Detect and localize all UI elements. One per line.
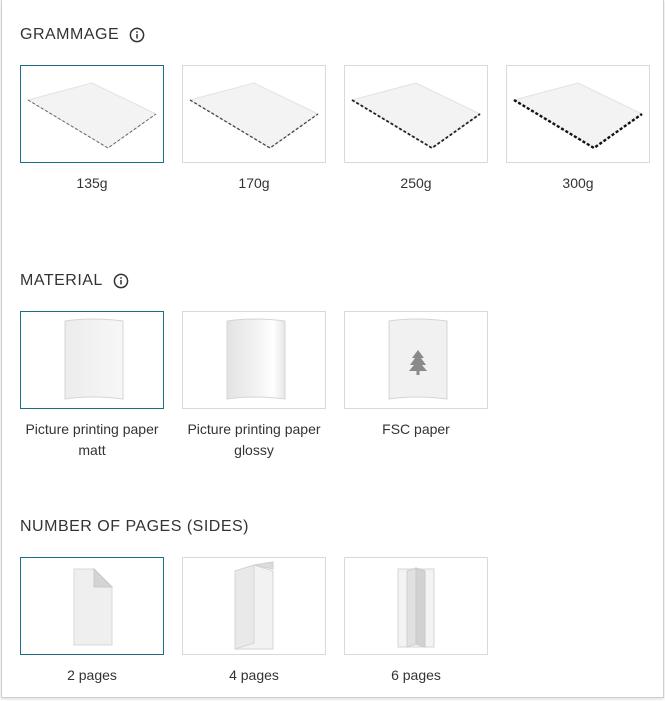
- paper-sheet-icon: [184, 67, 324, 161]
- material-fsc-tile[interactable]: [344, 311, 488, 409]
- grammage-label: 170g: [238, 175, 270, 191]
- pages-option-6[interactable]: [344, 557, 488, 686]
- grammage-170g-tile[interactable]: [182, 65, 326, 163]
- material-label: FSC paper: [382, 421, 450, 437]
- grammage-option-300g[interactable]: [506, 65, 650, 194]
- info-icon[interactable]: [129, 27, 145, 43]
- grammage-label: 250g: [400, 175, 432, 191]
- trifold-sheet-icon: [346, 559, 486, 653]
- material-label: Picture printing paper glossy: [187, 421, 321, 458]
- grammage-section: [20, 25, 594, 191]
- grammage-250g-tile[interactable]: [344, 65, 488, 163]
- pages-title: NUMBER OF PAGES (SIDES): [20, 518, 250, 535]
- material-label: Picture printing paper matt: [25, 421, 159, 458]
- grammage-label: 300g: [562, 175, 594, 191]
- folded-sheet-icon: [184, 559, 324, 653]
- single-sheet-icon: [22, 559, 162, 653]
- glossy-paper-icon: [184, 313, 324, 407]
- pages-option-4[interactable]: [182, 557, 326, 686]
- grammage-label: 135g: [76, 175, 108, 191]
- pages-section: [20, 517, 441, 683]
- info-icon[interactable]: [113, 273, 129, 289]
- grammage-option-135g[interactable]: [20, 65, 164, 194]
- material-option-glossy[interactable]: [182, 311, 326, 461]
- pages-label: 4 pages: [229, 667, 279, 683]
- grammage-option-170g[interactable]: [182, 65, 326, 194]
- paper-sheet-icon: [22, 67, 162, 161]
- pages-6-tile[interactable]: [344, 557, 488, 655]
- grammage-135g-tile[interactable]: [20, 65, 164, 163]
- matt-paper-icon: [22, 313, 162, 407]
- product-options-panel: [1, 0, 664, 698]
- grammage-option-250g[interactable]: [344, 65, 488, 194]
- grammage-title: GRAMMAGE: [20, 26, 120, 43]
- grammage-300g-tile[interactable]: [506, 65, 650, 163]
- paper-sheet-icon: [346, 67, 486, 161]
- paper-sheet-icon: [508, 67, 648, 161]
- pages-4-tile[interactable]: [182, 557, 326, 655]
- material-title: MATERIAL: [20, 272, 103, 289]
- material-matt-tile[interactable]: [20, 311, 164, 409]
- material-option-matt[interactable]: [20, 311, 164, 461]
- material-section: [20, 271, 450, 458]
- pages-2-tile[interactable]: [20, 557, 164, 655]
- material-option-fsc[interactable]: [344, 311, 488, 461]
- fsc-paper-icon: [346, 313, 486, 407]
- pages-option-2[interactable]: [20, 557, 164, 686]
- material-glossy-tile[interactable]: [182, 311, 326, 409]
- pages-label: 2 pages: [67, 667, 117, 683]
- pages-label: 6 pages: [391, 667, 441, 683]
